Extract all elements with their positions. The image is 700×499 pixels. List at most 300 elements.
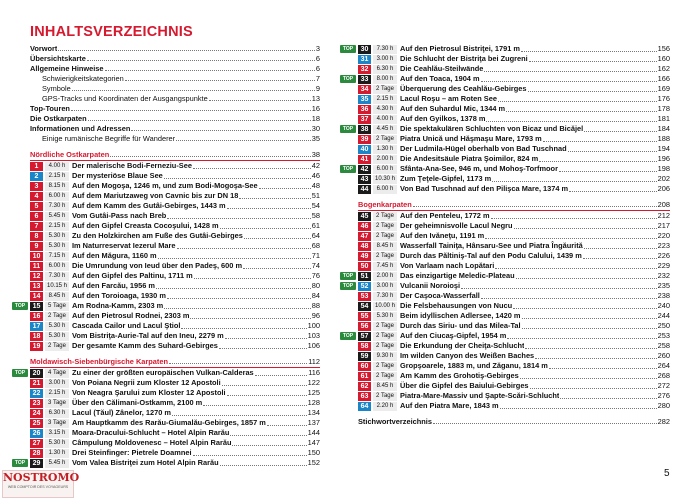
tour-page: 144 xyxy=(307,428,320,437)
tour-title: Auf den Gyilkos, 1378 m xyxy=(400,114,486,123)
tour-number: 37 xyxy=(358,115,371,124)
tour-duration: 8.00 h xyxy=(373,75,397,84)
tour-duration: 3 Tage xyxy=(45,399,69,408)
tour-entry[interactable] xyxy=(358,54,670,64)
tour-duration: 8.45 h xyxy=(45,292,69,301)
tour-number: 44 xyxy=(358,185,371,194)
tour-page: 68 xyxy=(311,241,320,250)
tour-entry[interactable] xyxy=(30,211,320,221)
tour-page: 198 xyxy=(657,164,670,173)
tour-duration: 2 Tage xyxy=(373,342,397,351)
tour-number: 53 xyxy=(358,292,371,301)
tour-duration: 2.20 h xyxy=(373,402,397,411)
tour-list-bogen xyxy=(342,211,670,411)
tour-entry[interactable] xyxy=(30,161,320,171)
tour-entry[interactable] xyxy=(358,321,670,331)
tour-entry[interactable] xyxy=(358,391,670,401)
tour-duration: 6.00 h xyxy=(45,262,69,271)
tour-duration: 10.30 h xyxy=(374,175,396,182)
tour-number: 55 xyxy=(358,312,371,321)
tour-number: 58 xyxy=(358,342,371,351)
tour-entry[interactable] xyxy=(30,331,320,341)
tour-title: Am Kamm des Grohotiş-Gebirges xyxy=(400,371,519,380)
tour-duration: 2 Tage xyxy=(373,135,397,144)
tour-number: 33 xyxy=(358,75,371,84)
tour-entry[interactable] xyxy=(358,184,670,194)
tour-duration: 2 Tage xyxy=(373,362,397,371)
tour-entry[interactable] xyxy=(358,351,670,361)
tour-page: 96 xyxy=(311,311,320,320)
tour-entry[interactable] xyxy=(30,321,320,331)
tour-duration: 8.45 h xyxy=(373,242,397,251)
tour-entry[interactable] xyxy=(30,191,320,201)
tour-duration: 7.30 h xyxy=(373,45,397,54)
tour-duration: 4.45 h xyxy=(373,125,397,134)
tour-entry[interactable] xyxy=(358,261,670,271)
tour-number: 8 xyxy=(30,232,43,241)
tour-entry[interactable] xyxy=(358,134,670,144)
tour-entry[interactable] xyxy=(30,231,320,241)
tour-page: 250 xyxy=(657,321,670,330)
tour-entry[interactable] xyxy=(358,211,670,221)
tour-title: Die Schlucht der Bistriţa bei Zugreni xyxy=(400,54,528,63)
toc-entry[interactable]: Übersichtskarte 6 xyxy=(30,54,320,63)
top-tour-badge: TOP xyxy=(12,302,28,310)
tour-number: 52 xyxy=(358,282,371,291)
tour-entry[interactable] xyxy=(342,281,670,291)
tour-title: Gropşoarele, 1883 m, und Zăganu, 1814 m xyxy=(400,361,548,370)
tour-entry[interactable] xyxy=(358,251,670,261)
tour-title: Auf den Ivăneţu, 1191 m xyxy=(400,231,485,240)
index-entry[interactable]: Stichwortverzeichnis 282 xyxy=(358,417,670,426)
tour-duration: 6.30 h xyxy=(373,65,397,74)
tour-page: 162 xyxy=(657,64,670,73)
publisher-logo: NOSTROMO WEB COMPTOIR DES VOYAGEURS xyxy=(2,470,74,498)
tour-duration: 7.45 h xyxy=(373,262,397,271)
tour-number: 59 xyxy=(358,352,371,361)
tour-entry[interactable] xyxy=(30,271,320,281)
tour-title: Auf den Toaca, 1904 m xyxy=(400,74,480,83)
tour-page: 229 xyxy=(657,261,670,270)
tour-number: 9 xyxy=(30,242,43,251)
tour-page: 71 xyxy=(311,251,320,260)
tour-page: 176 xyxy=(657,94,670,103)
tour-title: Auf dem Kamm des Gutâi-Gebirges, 1443 m xyxy=(72,201,226,210)
tour-duration: 2 Tage xyxy=(373,392,397,401)
tour-entry[interactable] xyxy=(14,301,320,311)
top-tour-badge: TOP xyxy=(340,125,356,133)
tour-number: 43 xyxy=(358,175,371,184)
tour-duration: 2 Tage xyxy=(373,322,397,331)
tour-duration: 5.30 h xyxy=(45,332,69,341)
tour-duration: 9.30 h xyxy=(373,352,397,361)
tour-entry[interactable] xyxy=(358,64,670,74)
tour-entry[interactable] xyxy=(358,301,670,311)
tour-number: 26 xyxy=(30,429,43,438)
tour-duration: 6.30 h xyxy=(45,409,69,418)
tour-number: 29 xyxy=(30,459,43,468)
tour-number: 45 xyxy=(358,212,371,221)
tour-number: 12 xyxy=(30,272,43,281)
tour-entry[interactable] xyxy=(342,164,670,174)
tour-duration: 7.30 h xyxy=(45,202,69,211)
tour-duration: 3.00 h xyxy=(373,55,397,64)
tour-title: Piatra Unică und Hăşmaşu Mare, 1793 m xyxy=(400,134,542,143)
tour-number: 25 xyxy=(30,419,43,428)
tour-title: Der geheimnisvolle Lacul Negru xyxy=(400,221,513,230)
tour-title: Die Erkundung der Cheiţa-Schlucht xyxy=(400,341,525,350)
tour-title: Durch das Păltiniş-Tal auf den Podu Calului, 1439 m xyxy=(400,251,582,260)
tour-page: 188 xyxy=(657,134,670,143)
tour-entry[interactable] xyxy=(30,251,320,261)
tour-number: 47 xyxy=(358,232,371,241)
tour-number: 35 xyxy=(358,95,371,104)
tour-title: Zum Ţeţele-Gipfel, 1173 m xyxy=(400,174,492,183)
tour-title: Piatra-Mare-Massiv und Şapte-Scări-Schlucht xyxy=(400,391,560,400)
tour-entry[interactable] xyxy=(30,341,320,351)
tour-page: 178 xyxy=(657,104,670,113)
tour-page: 156 xyxy=(657,44,670,53)
toc-entry[interactable]: Symbole 9 xyxy=(42,84,320,93)
tour-duration: 5.30 h xyxy=(45,439,69,448)
tour-page: 212 xyxy=(657,211,670,220)
tour-entry[interactable] xyxy=(30,221,320,231)
tour-entry[interactable] xyxy=(358,174,670,184)
tour-duration: 8.45 h xyxy=(373,382,397,391)
toc-entry[interactable]: GPS-Tracks und Koordinaten der Ausgangspunkte 13 xyxy=(42,94,320,103)
tour-number: 49 xyxy=(358,252,371,261)
tour-number: 46 xyxy=(358,222,371,231)
tour-title: Wasserfall Tainiţa, Hânsaru-See und Piatra Îngăurită xyxy=(400,241,583,250)
toc-left-column xyxy=(14,44,320,468)
tour-entry[interactable] xyxy=(342,331,670,341)
toc-entry[interactable]: Die Ostkarpaten 18 xyxy=(30,114,320,123)
tour-title: Durch das Siriu- und das Milea-Tal xyxy=(400,321,521,330)
tour-number: 21 xyxy=(30,379,43,388)
tour-number: 48 xyxy=(358,242,371,251)
tour-duration: 2.00 h xyxy=(373,272,397,281)
tour-entry[interactable] xyxy=(30,281,320,291)
tour-duration: 2 Tage xyxy=(373,372,397,381)
tour-entry[interactable] xyxy=(30,378,320,388)
toc-entry[interactable]: Informationen und Adressen 30 xyxy=(30,124,320,133)
section-nord[interactable]: Nördliche Ostkarpaten 38 xyxy=(30,150,320,159)
tour-page: 150 xyxy=(307,448,320,457)
tour-page: 80 xyxy=(311,281,320,290)
tour-duration: 4 Tage xyxy=(45,369,69,378)
tour-duration: 2 Tage xyxy=(373,332,397,341)
tour-title: Lacul Roşu – am Roten See xyxy=(400,94,497,103)
tour-duration: 6.00 h xyxy=(373,185,397,194)
tour-title: Am Rodna-Kamm, 2303 m xyxy=(72,301,164,310)
toc-entry[interactable]: Schwierigkeitskategorien 7 xyxy=(42,74,320,83)
tour-number: 5 xyxy=(30,202,43,211)
tour-title: Auf den Pietrosul Bistriţei, 1791 m xyxy=(400,44,520,53)
tour-entry[interactable] xyxy=(30,418,320,428)
tour-number: 50 xyxy=(358,262,371,271)
tour-entry[interactable] xyxy=(358,291,670,301)
tour-page: 268 xyxy=(657,371,670,380)
tour-entry[interactable] xyxy=(358,361,670,371)
tour-title: Überquerung des Ceahlău-Gebirges xyxy=(400,84,527,93)
tour-title: Auf dem Mariutzaweg von Cavnic bis zur DN 18 xyxy=(72,191,239,200)
tour-duration: 1.30 h xyxy=(373,145,397,154)
tour-page: 54 xyxy=(311,201,320,210)
tour-duration: 7.15 h xyxy=(45,252,69,261)
tour-duration: 2.15 h xyxy=(45,222,69,231)
top-tour-badge: TOP xyxy=(340,75,356,83)
tour-entry[interactable] xyxy=(30,311,320,321)
tour-title: Auf den Gipfel des Paltinu, 1711 m xyxy=(72,271,193,280)
tour-number: 23 xyxy=(30,399,43,408)
tour-title: Auf den Pietrosul Rodnei, 2303 m xyxy=(72,311,190,320)
tour-number: 41 xyxy=(358,155,371,164)
tour-duration: 2 Tage xyxy=(373,85,397,94)
tour-page: 42 xyxy=(311,161,320,170)
tour-page: 238 xyxy=(657,291,670,300)
tour-list-nord xyxy=(14,161,320,351)
tour-title: Der gesamte Kamm des Suhard-Gebirges xyxy=(72,341,218,350)
tour-title: Über den Călimani-Ostkamm, 2100 m xyxy=(72,398,203,407)
top-tour-badge: TOP xyxy=(340,272,356,280)
tour-entry[interactable] xyxy=(358,94,670,104)
tour-title: Vom Valea Bistriţei zum Hotel Alpin Rarău xyxy=(72,458,219,467)
toc-right-column xyxy=(342,44,670,427)
tour-entry[interactable] xyxy=(358,311,670,321)
tour-title: Auf den Penteleu, 1772 m xyxy=(400,211,490,220)
tour-page: 226 xyxy=(657,251,670,260)
toc-entry[interactable]: Allgemeine Hinweise 6 xyxy=(30,64,320,73)
tour-entry[interactable] xyxy=(342,74,670,84)
page-title: INHALTSVERZEICHNIS xyxy=(30,24,193,40)
tour-number: 19 xyxy=(30,342,43,351)
tour-duration: 10.15 h xyxy=(46,282,68,289)
tour-number: 14 xyxy=(30,292,43,301)
tour-duration: 3.00 h xyxy=(373,282,397,291)
tour-title: Von Poiana Negrii zum Kloster 12 Apostoli xyxy=(72,378,221,387)
tour-duration: 4.00 h xyxy=(373,115,397,124)
tour-duration: 2 Tage xyxy=(373,232,397,241)
tour-duration: 2.15 h xyxy=(45,172,69,181)
tour-number: 30 xyxy=(358,45,371,54)
tour-entry[interactable] xyxy=(14,368,320,378)
tour-title: Der mysteriöse Blaue See xyxy=(72,171,163,180)
tour-duration: 3 Tage xyxy=(45,419,69,428)
tour-entry[interactable] xyxy=(342,124,670,134)
tour-entry[interactable] xyxy=(358,371,670,381)
tour-page: 116 xyxy=(308,368,320,377)
tour-duration: 5.45 h xyxy=(45,212,69,221)
tour-title: Von Varlaam nach Lopătari xyxy=(400,261,495,270)
tour-number: 6 xyxy=(30,212,43,221)
tour-page: 206 xyxy=(657,184,670,193)
tour-entry[interactable] xyxy=(30,388,320,398)
tour-duration: 2.00 h xyxy=(373,155,397,164)
tour-title: Über die Gipfel des Baiului-Gebirges xyxy=(400,381,529,390)
tour-page: 74 xyxy=(311,261,320,270)
tour-page: 64 xyxy=(311,231,320,240)
tour-page: 48 xyxy=(311,181,320,190)
tour-entry[interactable] xyxy=(30,408,320,418)
tour-entry[interactable] xyxy=(358,381,670,391)
tour-duration: 10.00 h xyxy=(374,302,396,309)
tour-page: 84 xyxy=(311,291,320,300)
tour-title: Die spektakulären Schluchten von Bicaz und Bicăjel xyxy=(400,124,584,133)
tour-page: 181 xyxy=(657,114,670,123)
tour-entry[interactable] xyxy=(30,438,320,448)
tour-page: 223 xyxy=(657,241,670,250)
tour-page: 147 xyxy=(307,438,320,447)
tour-entry[interactable] xyxy=(30,241,320,251)
tour-page: 122 xyxy=(307,378,320,387)
tour-entry[interactable] xyxy=(342,271,670,281)
tour-page: 100 xyxy=(307,321,320,330)
tour-duration: 2 Tage xyxy=(373,212,397,221)
tour-entry[interactable] xyxy=(342,44,670,54)
tour-duration: 2 Tage xyxy=(373,222,397,231)
tour-entry[interactable] xyxy=(358,221,670,231)
tour-page: 244 xyxy=(657,311,670,320)
tour-duration: 2 Tage xyxy=(45,312,69,321)
tour-entry[interactable] xyxy=(358,341,670,351)
tour-number: 2 xyxy=(30,172,43,181)
tour-title: Der malerische Bodi-Ferneziu-See xyxy=(72,161,192,170)
tour-duration: 4.00 h xyxy=(45,162,69,171)
tour-number: 24 xyxy=(30,409,43,418)
tour-number: 31 xyxy=(358,55,371,64)
tour-duration: 7.30 h xyxy=(373,292,397,301)
tour-title: Auf den Piatra Mare, 1843 m xyxy=(400,401,499,410)
tour-title: Auf den Mogoşa, 1246 m, und zum Bodi-Mogoşa-See xyxy=(72,181,258,190)
tour-number: 60 xyxy=(358,362,371,371)
toc-entry[interactable]: Vorwort 3 xyxy=(30,44,320,53)
tour-page: 184 xyxy=(657,124,670,133)
tour-duration: 5.45 h xyxy=(45,459,69,468)
tour-title: Moara-Dracului-Schlucht – Hotel Alpin Rarău xyxy=(72,428,230,437)
intro-list xyxy=(30,44,320,144)
tour-number: 39 xyxy=(358,135,371,144)
tour-title: Vulcanii Noroioşi xyxy=(400,281,461,290)
tour-title: Der Caşoca-Wasserfall xyxy=(400,291,480,300)
tour-number: 38 xyxy=(358,125,371,134)
tour-page: 232 xyxy=(657,271,670,280)
top-tour-badge: TOP xyxy=(340,332,356,340)
tour-duration: 2 Tage xyxy=(45,342,69,351)
tour-title: Auf den Toroioaga, 1930 m xyxy=(72,291,166,300)
tour-number: 42 xyxy=(358,165,371,174)
tour-duration: 5 Tage xyxy=(45,302,69,311)
toc-entry[interactable]: Top-Touren 16 xyxy=(30,104,320,113)
tour-title: Auf den Ciucaş-Gipfel, 1954 m xyxy=(400,331,507,340)
tour-entry[interactable] xyxy=(358,241,670,251)
tour-number: 17 xyxy=(30,322,43,331)
tour-title: Von Bad Tuschnad auf den Pilişca Mare, 1374 m xyxy=(400,184,569,193)
tour-title: Auf den Suhardul Mic, 1344 m xyxy=(400,104,506,113)
tour-entry[interactable] xyxy=(358,231,670,241)
tour-page: 61 xyxy=(311,221,320,230)
tour-title: Zu einer der größten europäischen Vulkan-Calderas xyxy=(72,368,254,377)
tour-page: 88 xyxy=(311,301,320,310)
tour-page: 76 xyxy=(311,271,320,280)
tour-page: 240 xyxy=(657,301,670,310)
tour-number: 56 xyxy=(358,322,371,331)
tour-entry[interactable] xyxy=(30,201,320,211)
tour-duration: 2 Tage xyxy=(373,252,397,261)
tour-number: 1 xyxy=(30,162,43,171)
tour-duration: 2.15 h xyxy=(373,95,397,104)
tour-entry[interactable] xyxy=(358,154,670,164)
tour-entry[interactable] xyxy=(30,398,320,408)
page-number: 5 xyxy=(664,468,670,479)
tour-entry[interactable] xyxy=(358,114,670,124)
tour-entry[interactable] xyxy=(30,171,320,181)
tour-number: 28 xyxy=(30,449,43,458)
tour-duration: 5.30 h xyxy=(45,322,69,331)
tour-entry[interactable] xyxy=(30,448,320,458)
tour-entry[interactable] xyxy=(358,84,670,94)
tour-page: 58 xyxy=(311,211,320,220)
tour-title: Beim idyllischen Adlersee, 1420 m xyxy=(400,311,521,320)
tour-title: Im wilden Canyon des Weißen Baches xyxy=(400,351,535,360)
top-tour-badge: TOP xyxy=(340,282,356,290)
tour-list-mold-continued xyxy=(342,44,670,194)
tour-number: 36 xyxy=(358,105,371,114)
tour-title: Die Umrundung von Ieud über den Padeş, 600 m xyxy=(72,261,243,270)
tour-number: 15 xyxy=(30,302,43,311)
tour-page: 264 xyxy=(657,361,670,370)
tour-number: 27 xyxy=(30,439,43,448)
tour-title: Die Andesitsäule Piatra Şoimilor, 824 m xyxy=(400,154,539,163)
tour-title: Vom Bistriţa-Aurie-Tal auf den Ineu, 2279 m xyxy=(72,331,224,340)
top-tour-badge: TOP xyxy=(12,369,28,377)
tour-duration: 5.30 h xyxy=(373,312,397,321)
tour-page: 272 xyxy=(657,381,670,390)
tour-entry[interactable] xyxy=(30,181,320,191)
tour-page: 152 xyxy=(307,458,320,467)
toc-entry[interactable]: Einige rumänische Begriffe für Wanderer 35 xyxy=(42,134,320,143)
tour-entry[interactable] xyxy=(358,144,670,154)
tour-title: Auf den Farcău, 1956 m xyxy=(72,281,155,290)
tour-title: Im Naturreservat Iezerul Mare xyxy=(72,241,176,250)
tour-title: Der Ludmila-Hügel oberhalb von Bad Tuschnad xyxy=(400,144,567,153)
section-bogen[interactable]: Bogenkarpaten 208 xyxy=(358,200,670,209)
tour-entry[interactable] xyxy=(30,261,320,271)
tour-duration: 3.15 h xyxy=(45,429,69,438)
tour-number: 51 xyxy=(358,272,371,281)
tour-number: 61 xyxy=(358,372,371,381)
tour-entry[interactable] xyxy=(358,401,670,411)
top-tour-badge: TOP xyxy=(340,165,356,173)
tour-page: 128 xyxy=(307,398,320,407)
top-tour-badge: TOP xyxy=(340,45,356,53)
tour-duration: 7.30 h xyxy=(45,272,69,281)
tour-number: 63 xyxy=(358,392,371,401)
tour-entry[interactable] xyxy=(30,291,320,301)
tour-title: Von Neagra Şarului zum Kloster 12 Apostoli xyxy=(72,388,226,397)
tour-page: 103 xyxy=(307,331,320,340)
tour-title: Cascada Cailor und Lacul Ştiol xyxy=(72,321,181,330)
tour-title: Die Felsbehausungen von Nucu xyxy=(400,301,513,310)
tour-page: 196 xyxy=(657,154,670,163)
tour-number: 16 xyxy=(30,312,43,321)
tour-number: 34 xyxy=(358,85,371,94)
tour-title: Auf den Măgura, 1160 m xyxy=(72,251,157,260)
section-mold[interactable]: Moldawisch-Siebenbürgische Karpaten 112 xyxy=(30,357,320,366)
tour-number: 32 xyxy=(358,65,371,74)
tour-entry[interactable] xyxy=(30,428,320,438)
tour-entry[interactable] xyxy=(14,458,320,468)
tour-entry[interactable] xyxy=(358,104,670,114)
